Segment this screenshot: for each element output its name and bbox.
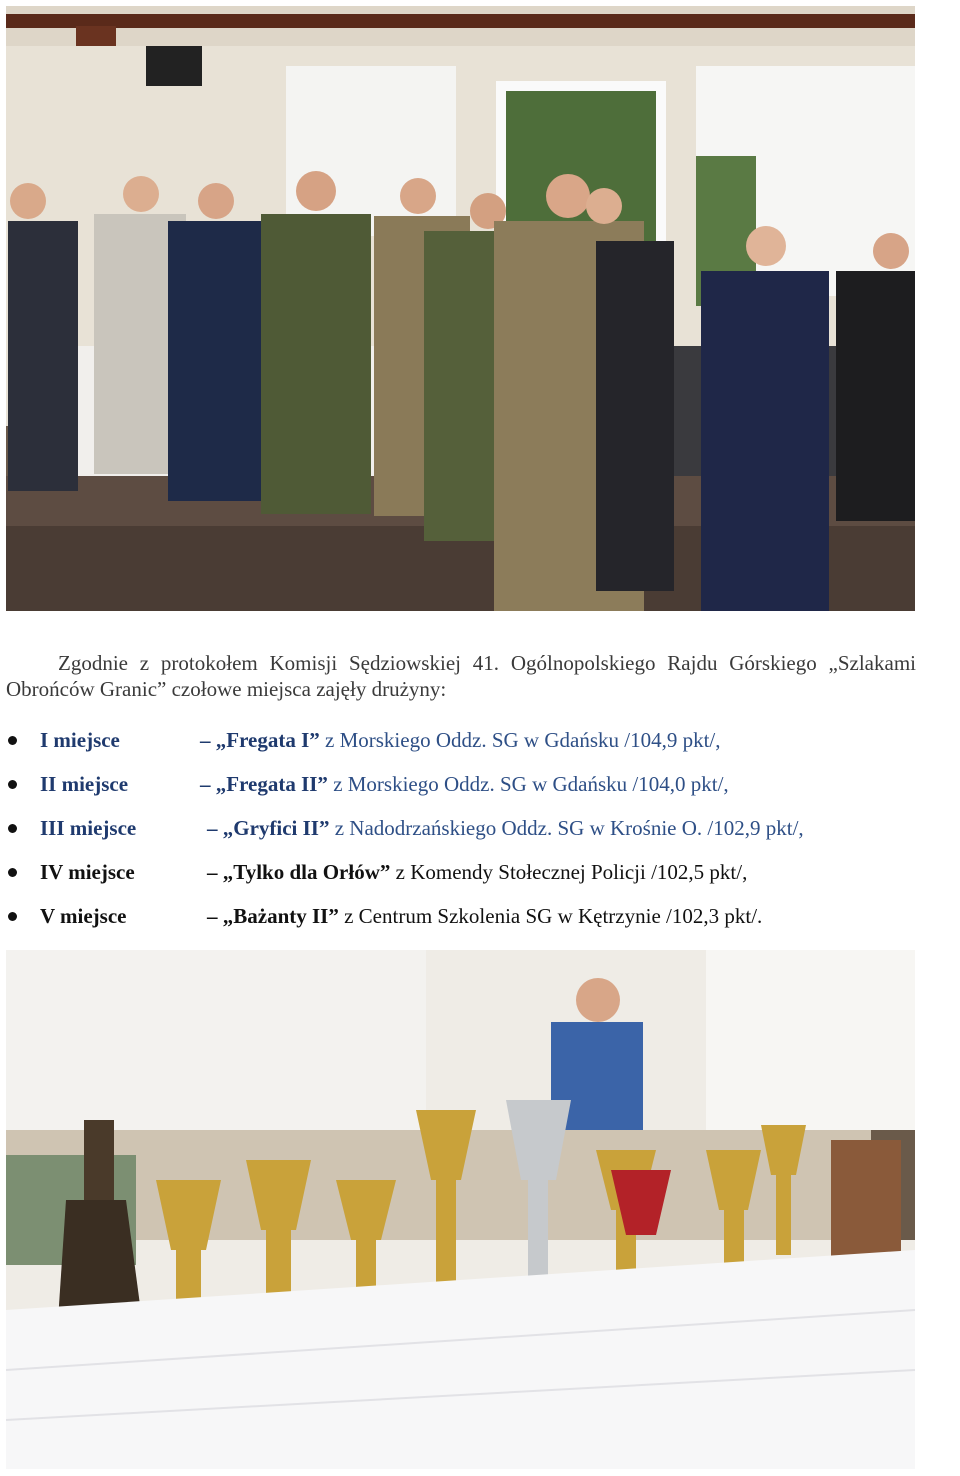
team-name: „Fregata I” [215, 728, 320, 752]
bullet-icon [8, 824, 17, 833]
list-item [0, 814, 960, 858]
team-details: z Komendy Stołecznej Policji /102,5 pkt/, [390, 860, 748, 884]
list-item [0, 726, 960, 770]
team-name: „Fregata II” [215, 772, 328, 796]
team-details: z Centrum Szkolenia SG w Kętrzynie /102,3 pkt/. [338, 904, 763, 928]
team-details: z Morskiego Oddz. SG w Gdańsku /104,0 pkt/, [327, 772, 729, 796]
place-label: V miejsce [40, 904, 127, 928]
place-label: II miejsce [40, 772, 129, 796]
place-label: I miejsce [40, 728, 120, 752]
results-list [0, 726, 960, 946]
trophies-photo [6, 950, 915, 1469]
bullet-icon [8, 868, 17, 877]
team-details: z Morskiego Oddz. SG w Gdańsku /104,9 pkt/, [319, 728, 721, 752]
team-name: „Tylko dla Orłów” [222, 860, 391, 884]
place-label: IV miejsce [40, 860, 135, 884]
list-item [0, 858, 960, 902]
team-name: „Bażanty II” [222, 904, 339, 928]
bullet-icon [8, 780, 17, 789]
dash: – [207, 904, 218, 928]
dash: – [207, 816, 218, 840]
place-label: III miejsce [40, 816, 137, 840]
team-details: z Nadodrzańskiego Oddz. SG w Krośnie O. /102,9 pkt/, [329, 816, 804, 840]
list-item [0, 902, 960, 946]
dash: – [200, 728, 211, 752]
dash: – [200, 772, 211, 796]
intro-paragraph [6, 650, 916, 702]
team-name: „Gryfici II” [222, 816, 330, 840]
dash: – [207, 860, 218, 884]
intro-text: Zgodnie z protokołem Komisji Sędziowskiej 41. Ogólnopolskiego Rajdu Górskiego „Szlakami Obrońców Granic” czołowe miejsca zajęły drużyny: [6, 651, 916, 701]
bullet-icon [8, 736, 17, 745]
bullet-icon [8, 912, 17, 921]
group-photo [6, 6, 915, 611]
list-item [0, 770, 960, 814]
